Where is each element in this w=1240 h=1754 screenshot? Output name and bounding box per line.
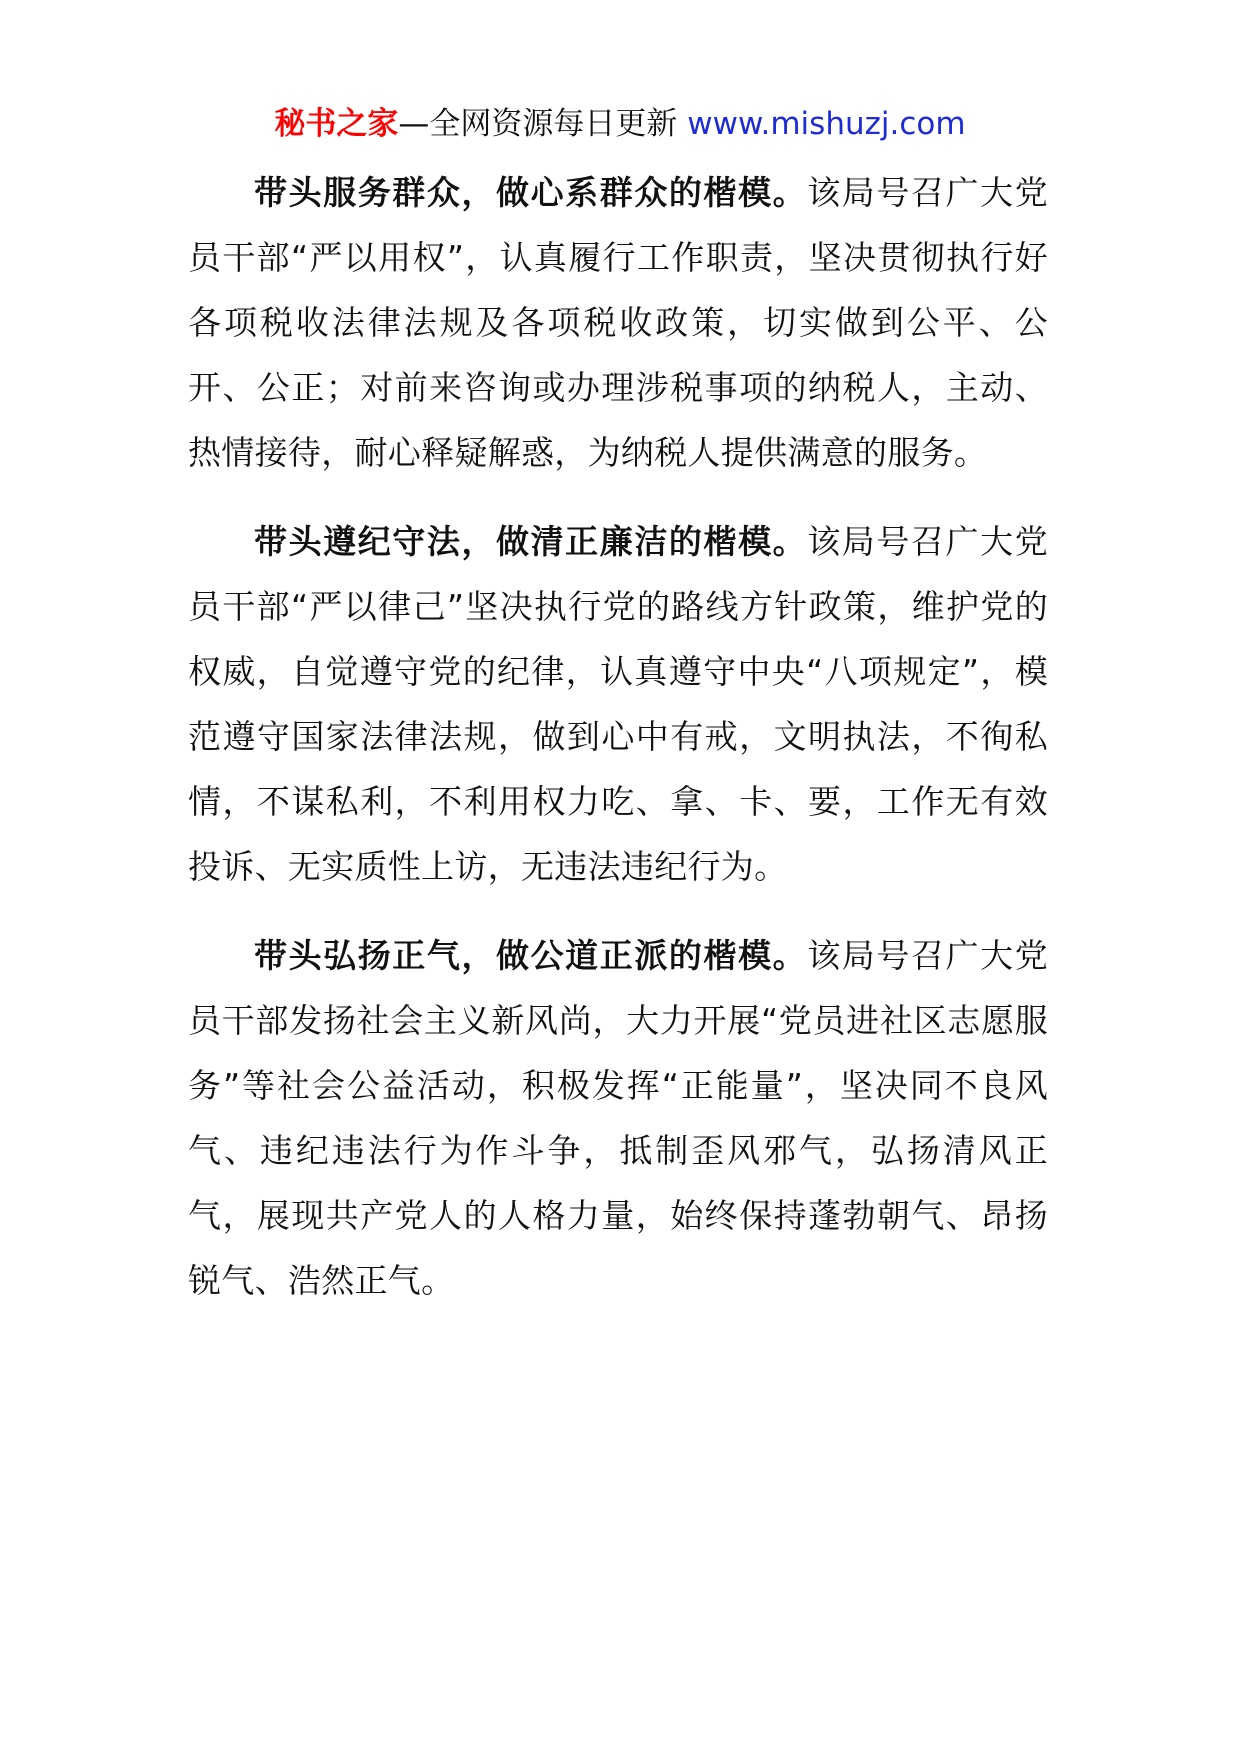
paragraph-lead: 带头遵纪守法，做清正廉洁的楷模。: [254, 522, 808, 561]
paragraph-lead: 带头弘扬正气，做公道正派的楷模。: [254, 936, 808, 975]
paragraph-text: 该局号召广大党员干部“严以用权”，认真履行工作职责，坚决贯彻执行好各项税收法律法规及各项税收政策，切实做到公平、公开、公正；对前来咨询或办理涉税事项的纳税人，主动、热情接待，耐心释疑解惑，为纳税人提供满意的服务。: [188, 173, 1048, 472]
paragraph-lead: 带头服务群众，做心系群众的楷模。: [254, 173, 808, 212]
paragraph-text: 该局号召广大党员干部“严以律己”坚决执行党的路线方针政策，维护党的权威，自觉遵守党的纪律，认真遵守中央“八项规定”，模范遵守国家法律法规，做到心中有戒，文明执法，不徇私情，不谋私利，不利用权力吃、拿、卡、要，工作无有效投诉、无实质性上访，无违法违纪行为。: [188, 522, 1048, 886]
brand-name: 秘书之家: [274, 106, 399, 142]
page-header: [0, 100, 1240, 148]
header-slogan: —全网资源每日更新: [398, 106, 678, 142]
site-url-link[interactable]: www.mishuzj.com: [687, 106, 966, 142]
paragraph-discipline: [188, 509, 1048, 899]
paragraph-service: [188, 160, 1048, 485]
paragraph-text: 该局号召广大党员干部发扬社会主义新风尚，大力开展“党员进社区志愿服务”等社会公益活动，积极发挥“正能量”，坚决同不良风气、违纪违法行为作斗争，抵制歪风邪气，弘扬清风正气，展现共产党人的人格力量，始终保持蓬勃朝气、昂扬锐气、浩然正气。: [188, 936, 1048, 1300]
paragraph-integrity: [188, 923, 1048, 1313]
document-body: [188, 160, 1048, 1337]
